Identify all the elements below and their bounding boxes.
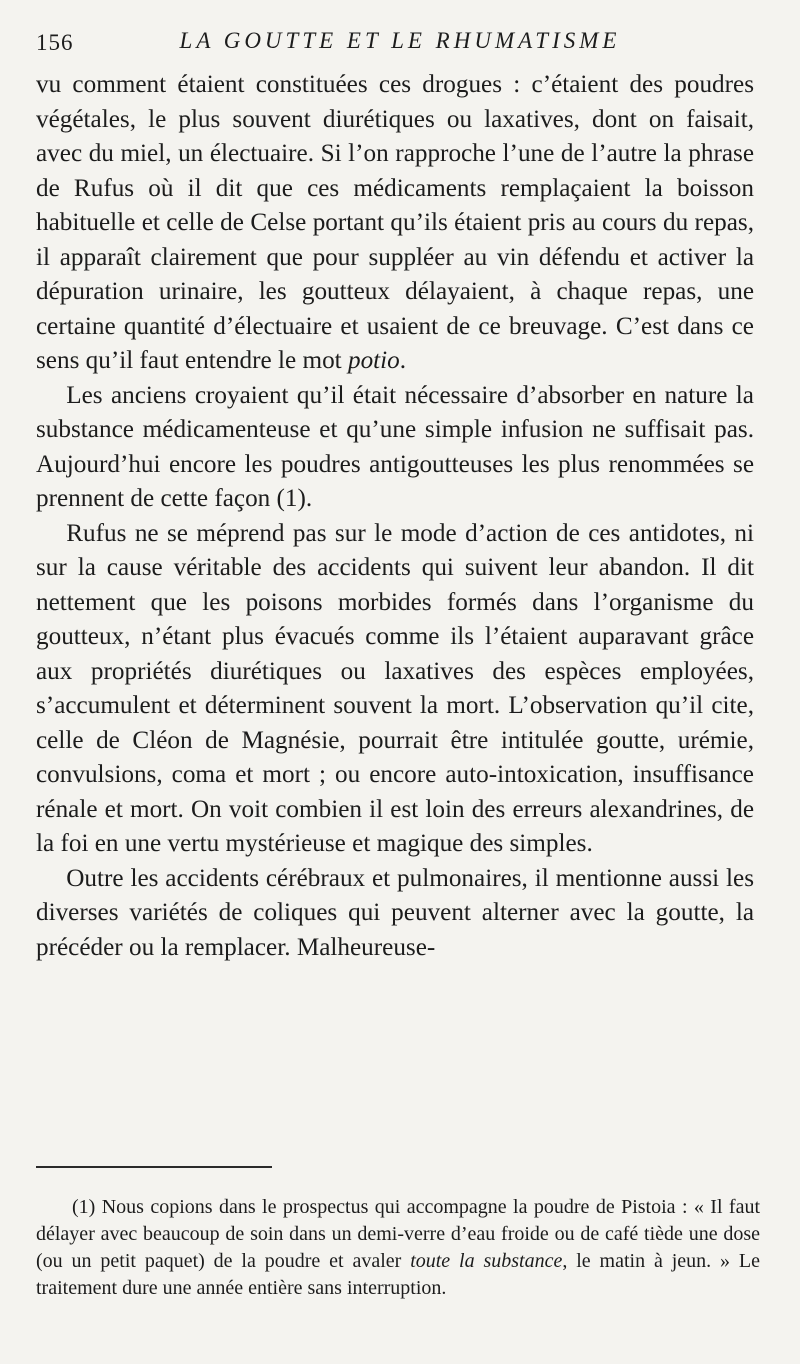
- paragraph: [36, 517, 754, 862]
- page-header: [36, 28, 764, 58]
- footnote-separator: [36, 1166, 272, 1168]
- text-segment: Les anciens croyaient qu’il était nécessaire d’absorber en nature la substance médicamenteuse et qu’une simple infusion ne suffisait pas. Aujourd’hui encore les poudres antigoutteuses les plus renommées se prennent de cette façon (1).: [36, 381, 754, 512]
- paragraph: [36, 68, 754, 379]
- body-text: [36, 68, 754, 965]
- paragraph: [36, 862, 754, 966]
- text-segment: Outre les accidents cérébraux et pulmonaires, il mentionne aussi les diverses variétés de coliques qui peuvent alterner avec la goutte, la précéder ou la remplacer. Malheureuse-: [36, 864, 754, 961]
- paragraph: [36, 379, 754, 517]
- text-segment: Rufus ne se méprend pas sur le mode d’action de ces antidotes, ni sur la cause véritable des accidents qui suivent leur abandon. Il dit nettement que les poisons morbides formés dans l’organisme du goutteux, n’étant plus évacués comme ils l’étaient auparavant grâce aux propriétés diurétiques ou laxatives des espèces employées, s’accumulent et déterminent souvent la mort. L’observation qu’il cite, celle de Cléon de Magnésie, pourrait être intitulée goutte, urémie, convulsions, coma et mort ; ou encore auto-intoxication, insuffisance rénale et mort. On voit combien il est loin des erreurs alexandrines, de la foi en une vertu mystérieuse et magique des simples.: [36, 519, 754, 857]
- italic-term: potio: [347, 347, 400, 374]
- footnote: [36, 1194, 760, 1302]
- footnote-italic: toute la substance: [410, 1250, 563, 1272]
- footnote-text: (1) Nous copions dans le prospectus qui accompagne la poudre de Pistoia : « Il faut délayer avec beaucoup de soin dans un demi-verre d’eau froide ou de café tiède une dose (ou un petit paquet) de la poudre et avaler: [36, 1196, 760, 1272]
- running-title: LA GOUTTE ET LE RHUMATISME: [179, 28, 621, 53]
- text-segment: .: [399, 347, 407, 374]
- text-segment: vu comment étaient constituées ces drogues : c’étaient des poudres végétales, le plus souvent diurétiques ou laxatives, dont on faisait, avec du miel, un électuaire. Si l’on rapproche l’une de l’autre la phrase de Rufus où il dit que ces médicaments remplaçaient la boisson habituelle et celle de Celse portant qu’ils étaient pris au cours du repas, il apparaît clairement que pour suppléer au vin défendu et activer la dépuration urinaire, les goutteux délayaient, à chaque repas, une certaine quantité d’électuaire et usaient de ce breuvage. C’est dans ce sens qu’il faut entendre le mot: [36, 71, 754, 374]
- page-number: 156: [36, 30, 74, 55]
- footnote-text: , le matin à jeun. » Le traitement dure une année entière sans interruption.: [36, 1250, 761, 1299]
